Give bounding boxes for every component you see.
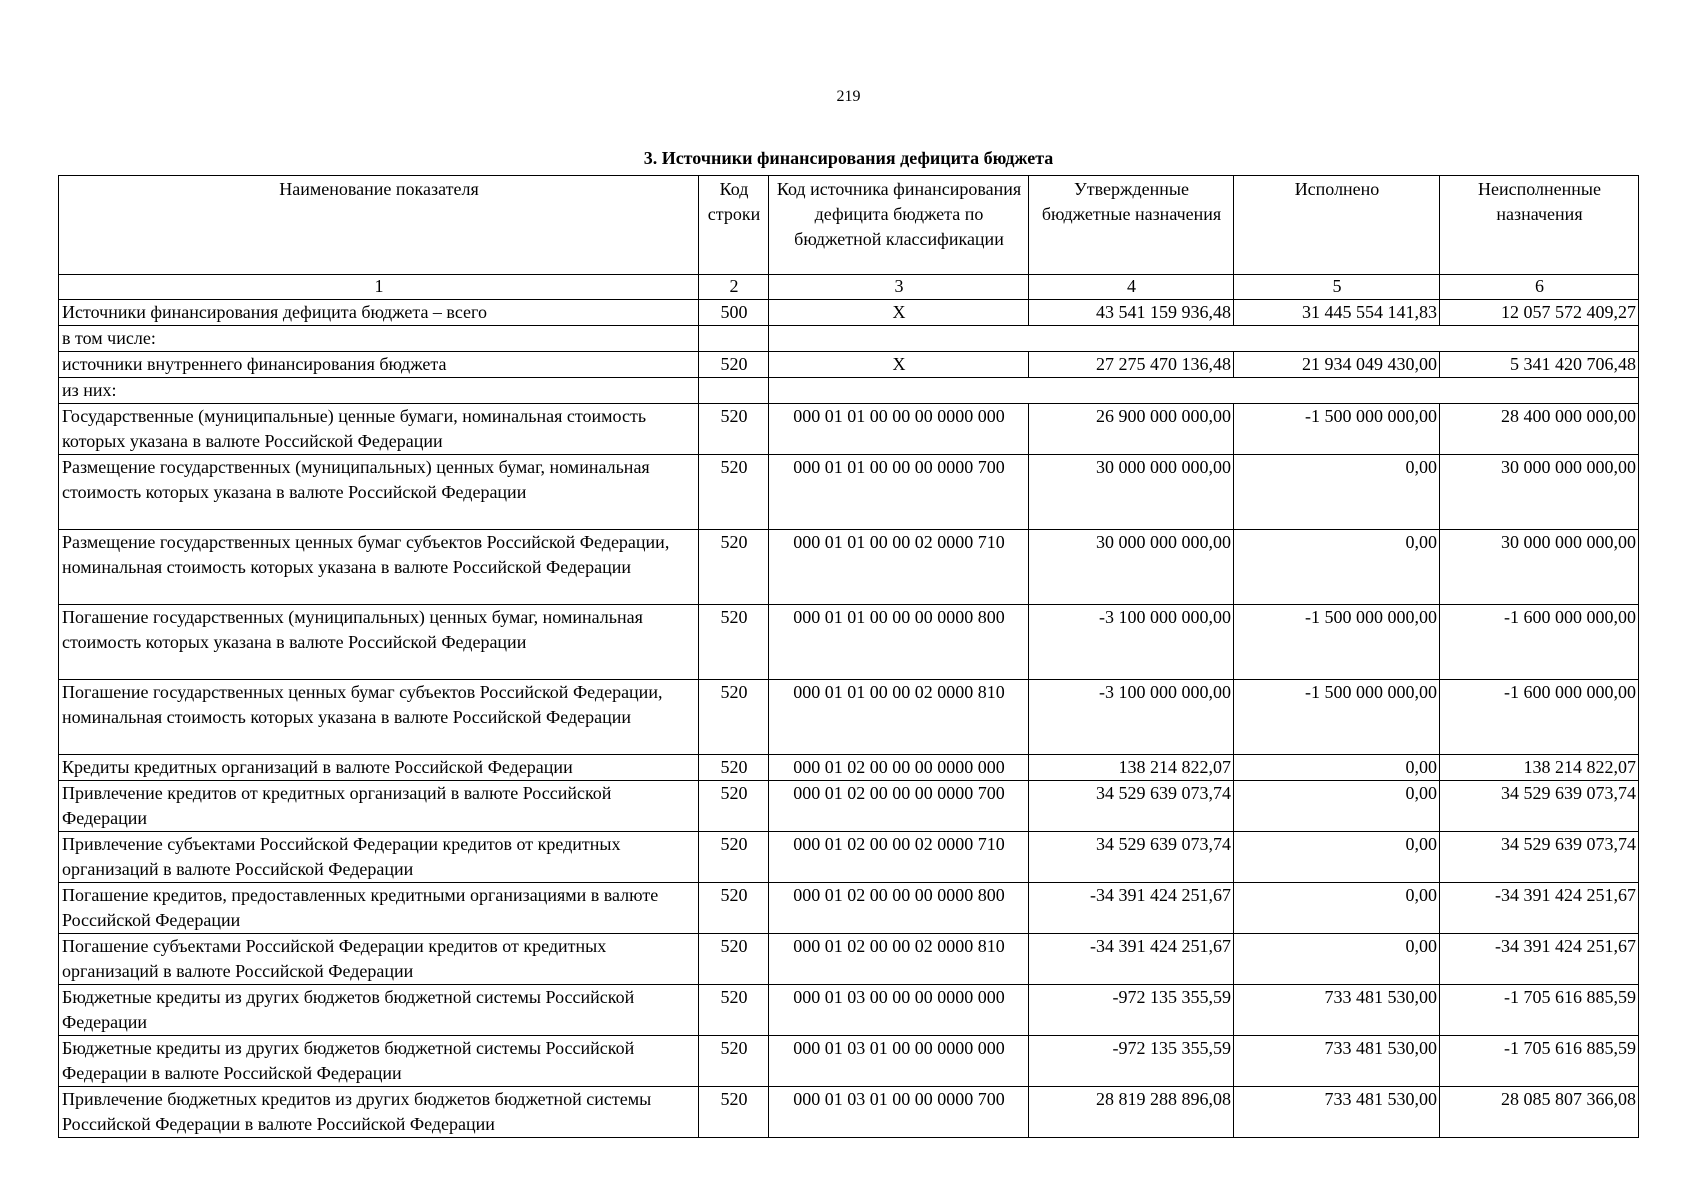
cell-executed: 0,00 bbox=[1234, 832, 1440, 883]
cell-source-code: X bbox=[769, 300, 1029, 326]
table-row bbox=[59, 378, 1639, 404]
column-header-executed: Исполнено bbox=[1234, 176, 1440, 275]
cell-line-code: 520 bbox=[699, 832, 769, 883]
cell-approved: 43 541 159 936,48 bbox=[1029, 300, 1234, 326]
cell-unexecuted: -1 600 000 000,00 bbox=[1440, 680, 1639, 755]
cell-executed: -1 500 000 000,00 bbox=[1234, 680, 1440, 755]
table-row bbox=[59, 455, 1639, 530]
cell-line-code: 520 bbox=[699, 605, 769, 680]
cell-line-code: 520 bbox=[699, 934, 769, 985]
cell-unexecuted: 34 529 639 073,74 bbox=[1440, 781, 1639, 832]
cell-executed: -1 500 000 000,00 bbox=[1234, 404, 1440, 455]
cell-line-code: 520 bbox=[699, 680, 769, 755]
cell-approved: 34 529 639 073,74 bbox=[1029, 832, 1234, 883]
cell-source-code: 000 01 03 00 00 00 0000 000 bbox=[769, 985, 1029, 1036]
table-row bbox=[59, 1087, 1639, 1138]
cell-line-code: 520 bbox=[699, 985, 769, 1036]
cell-unexecuted: 30 000 000 000,00 bbox=[1440, 455, 1639, 530]
cell-name: Размещение государственных ценных бумаг субъектов Российской Федерации, номинальная стоимость которых указана в валюте Российской Федерации bbox=[59, 530, 699, 605]
cell-unexecuted: 5 341 420 706,48 bbox=[1440, 352, 1639, 378]
financing-sources-table bbox=[58, 175, 1639, 1138]
cell-line-code bbox=[699, 326, 769, 352]
table-row bbox=[59, 832, 1639, 883]
cell-source-code bbox=[769, 378, 1639, 404]
cell-executed: 0,00 bbox=[1234, 781, 1440, 832]
cell-executed: 733 481 530,00 bbox=[1234, 1087, 1440, 1138]
cell-name: Привлечение бюджетных кредитов из других бюджетов бюджетной системы Российской Федерации в валюте Российской Федерации bbox=[59, 1087, 699, 1138]
table-row bbox=[59, 326, 1639, 352]
cell-name: из них: bbox=[59, 378, 699, 404]
cell-approved: 27 275 470 136,48 bbox=[1029, 352, 1234, 378]
cell-approved: 34 529 639 073,74 bbox=[1029, 781, 1234, 832]
column-number: 5 bbox=[1234, 275, 1440, 300]
table-row bbox=[59, 1036, 1639, 1087]
cell-executed: 0,00 bbox=[1234, 883, 1440, 934]
cell-unexecuted: 28 400 000 000,00 bbox=[1440, 404, 1639, 455]
cell-executed: -1 500 000 000,00 bbox=[1234, 605, 1440, 680]
cell-line-code bbox=[699, 378, 769, 404]
column-number: 4 bbox=[1029, 275, 1234, 300]
cell-name: Привлечение субъектами Российской Федерации кредитов от кредитных организаций в валюте Российской Федерации bbox=[59, 832, 699, 883]
cell-name: Источники финансирования дефицита бюджета – всего bbox=[59, 300, 699, 326]
cell-name: Размещение государственных (муниципальных) ценных бумаг, номинальная стоимость которых указана в валюте Российской Федерации bbox=[59, 455, 699, 530]
cell-executed: 733 481 530,00 bbox=[1234, 1036, 1440, 1087]
column-header-name: Наименование показателя bbox=[59, 176, 699, 275]
table-row bbox=[59, 530, 1639, 605]
cell-source-code: 000 01 01 00 00 00 0000 700 bbox=[769, 455, 1029, 530]
table-row bbox=[59, 300, 1639, 326]
column-header-line-code: Код строки bbox=[699, 176, 769, 275]
cell-name: Бюджетные кредиты из других бюджетов бюджетной системы Российской Федерации в валюте Российской Федерации bbox=[59, 1036, 699, 1087]
cell-line-code: 520 bbox=[699, 1036, 769, 1087]
cell-source-code: 000 01 02 00 00 02 0000 710 bbox=[769, 832, 1029, 883]
cell-unexecuted: -1 600 000 000,00 bbox=[1440, 605, 1639, 680]
cell-executed: 0,00 bbox=[1234, 755, 1440, 781]
cell-line-code: 520 bbox=[699, 781, 769, 832]
cell-source-code: 000 01 01 00 00 02 0000 710 bbox=[769, 530, 1029, 605]
cell-name: Погашение кредитов, предоставленных кредитными организациями в валюте Российской Федерации bbox=[59, 883, 699, 934]
page-number: 219 bbox=[836, 88, 861, 105]
cell-unexecuted: 138 214 822,07 bbox=[1440, 755, 1639, 781]
column-header-source-code: Код источника финансирования дефицита бюджета по бюджетной классификации bbox=[769, 176, 1029, 275]
cell-source-code: 000 01 01 00 00 00 0000 800 bbox=[769, 605, 1029, 680]
table-header-row bbox=[59, 176, 1639, 275]
cell-executed: 0,00 bbox=[1234, 934, 1440, 985]
table-row bbox=[59, 404, 1639, 455]
cell-unexecuted: 28 085 807 366,08 bbox=[1440, 1087, 1639, 1138]
cell-line-code: 520 bbox=[699, 404, 769, 455]
cell-line-code: 520 bbox=[699, 1087, 769, 1138]
page-title: 3. Источники финансирования дефицита бюджета bbox=[643, 148, 1054, 168]
cell-approved: -34 391 424 251,67 bbox=[1029, 934, 1234, 985]
cell-name: Государственные (муниципальные) ценные бумаги, номинальная стоимость которых указана в валюте Российской Федерации bbox=[59, 404, 699, 455]
cell-line-code: 520 bbox=[699, 530, 769, 605]
column-header-approved: Утвержденные бюджетные назначения bbox=[1029, 176, 1234, 275]
cell-source-code: 000 01 02 00 00 00 0000 800 bbox=[769, 883, 1029, 934]
cell-approved: 30 000 000 000,00 bbox=[1029, 530, 1234, 605]
table-row bbox=[59, 934, 1639, 985]
cell-line-code: 500 bbox=[699, 300, 769, 326]
cell-unexecuted: 12 057 572 409,27 bbox=[1440, 300, 1639, 326]
cell-approved: -972 135 355,59 bbox=[1029, 1036, 1234, 1087]
table-row bbox=[59, 680, 1639, 755]
cell-unexecuted: -34 391 424 251,67 bbox=[1440, 934, 1639, 985]
cell-approved: -34 391 424 251,67 bbox=[1029, 883, 1234, 934]
cell-executed: 0,00 bbox=[1234, 530, 1440, 605]
cell-unexecuted: 30 000 000 000,00 bbox=[1440, 530, 1639, 605]
column-number: 2 bbox=[699, 275, 769, 300]
column-number: 1 bbox=[59, 275, 699, 300]
cell-line-code: 520 bbox=[699, 352, 769, 378]
cell-unexecuted: -1 705 616 885,59 bbox=[1440, 1036, 1639, 1087]
column-number: 6 bbox=[1440, 275, 1639, 300]
cell-approved: 138 214 822,07 bbox=[1029, 755, 1234, 781]
cell-source-code: X bbox=[769, 352, 1029, 378]
cell-approved: 26 900 000 000,00 bbox=[1029, 404, 1234, 455]
cell-line-code: 520 bbox=[699, 455, 769, 530]
cell-approved: -972 135 355,59 bbox=[1029, 985, 1234, 1036]
table-row bbox=[59, 883, 1639, 934]
cell-executed: 31 445 554 141,83 bbox=[1234, 300, 1440, 326]
cell-name: Погашение субъектами Российской Федерации кредитов от кредитных организаций в валюте Российской Федерации bbox=[59, 934, 699, 985]
column-header-unexecuted: Неисполненные назначения bbox=[1440, 176, 1639, 275]
cell-source-code: 000 01 02 00 00 00 0000 700 bbox=[769, 781, 1029, 832]
cell-source-code: 000 01 03 01 00 00 0000 700 bbox=[769, 1087, 1029, 1138]
cell-executed: 21 934 049 430,00 bbox=[1234, 352, 1440, 378]
table-row bbox=[59, 755, 1639, 781]
table-row bbox=[59, 352, 1639, 378]
cell-executed: 0,00 bbox=[1234, 455, 1440, 530]
cell-approved: -3 100 000 000,00 bbox=[1029, 605, 1234, 680]
table-row bbox=[59, 605, 1639, 680]
cell-approved: 28 819 288 896,08 bbox=[1029, 1087, 1234, 1138]
column-number: 3 bbox=[769, 275, 1029, 300]
cell-line-code: 520 bbox=[699, 755, 769, 781]
cell-unexecuted: -1 705 616 885,59 bbox=[1440, 985, 1639, 1036]
cell-name: Кредиты кредитных организаций в валюте Российской Федерации bbox=[59, 755, 699, 781]
cell-approved: 30 000 000 000,00 bbox=[1029, 455, 1234, 530]
cell-name: в том числе: bbox=[59, 326, 699, 352]
cell-source-code: 000 01 01 00 00 00 0000 000 bbox=[769, 404, 1029, 455]
cell-source-code: 000 01 02 00 00 00 0000 000 bbox=[769, 755, 1029, 781]
cell-executed: 733 481 530,00 bbox=[1234, 985, 1440, 1036]
cell-approved: -3 100 000 000,00 bbox=[1029, 680, 1234, 755]
cell-unexecuted: 34 529 639 073,74 bbox=[1440, 832, 1639, 883]
cell-source-code: 000 01 03 01 00 00 0000 000 bbox=[769, 1036, 1029, 1087]
table-row bbox=[59, 985, 1639, 1036]
cell-name: источники внутреннего финансирования бюджета bbox=[59, 352, 699, 378]
cell-name: Погашение государственных (муниципальных) ценных бумаг, номинальная стоимость которых указана в валюте Российской Федерации bbox=[59, 605, 699, 680]
column-numbers-row bbox=[59, 275, 1639, 300]
cell-source-code: 000 01 02 00 00 02 0000 810 bbox=[769, 934, 1029, 985]
cell-name: Бюджетные кредиты из других бюджетов бюджетной системы Российской Федерации bbox=[59, 985, 699, 1036]
cell-line-code: 520 bbox=[699, 883, 769, 934]
cell-source-code bbox=[769, 326, 1639, 352]
table-row bbox=[59, 781, 1639, 832]
cell-source-code: 000 01 01 00 00 02 0000 810 bbox=[769, 680, 1029, 755]
cell-unexecuted: -34 391 424 251,67 bbox=[1440, 883, 1639, 934]
cell-name: Погашение государственных ценных бумаг субъектов Российской Федерации, номинальная стоимость которых указана в валюте Российской Федерации bbox=[59, 680, 699, 755]
cell-name: Привлечение кредитов от кредитных организаций в валюте Российской Федерации bbox=[59, 781, 699, 832]
